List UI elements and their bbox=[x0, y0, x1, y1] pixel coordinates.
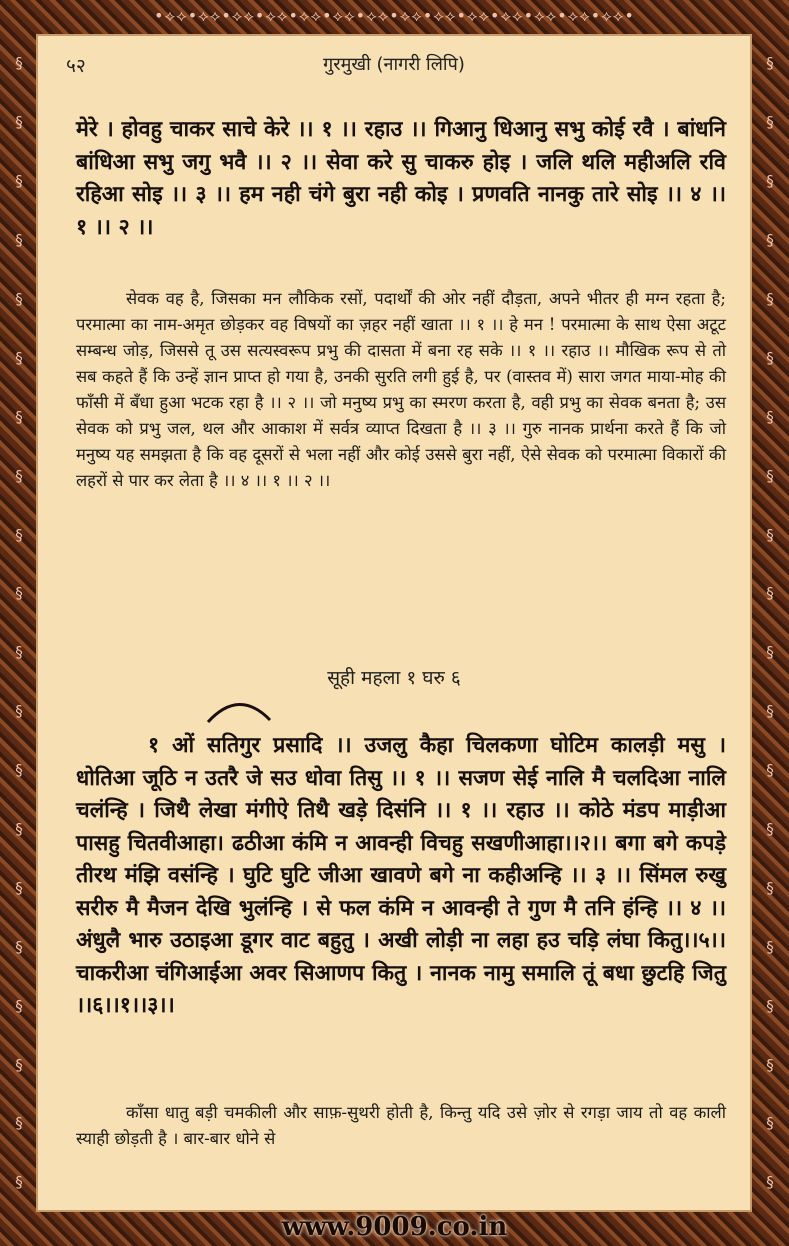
page-header bbox=[36, 52, 752, 82]
section-heading: सूही महला १ घरु ६ bbox=[327, 667, 461, 689]
book-page bbox=[36, 34, 752, 1212]
hindi-meaning-1: सेवक वह है, जिसका मन लौकिक रसों, पदार्थों की ओर नहीं दौड़ता, अपने भीतर ही मग्न रहता है; परमात्मा का नाम-अमृत छोड़कर वह विषयों का ज़हर नहीं खाता ।। १ ।। हे मन ! परमात्मा के साथ ऐसा अटूट सम्बन्ध जोड़, जिससे तू उस सत्यस्वरूप प्रभु की दासता में बना रह सके ।। १ ।। रहाउ ।। मौखिक रूप से तो सब कहते हैं कि उन्हें ज्ञान प्राप्त हो गया है, उनकी सुरति लगी हुई है, पर (वास्तव में) सारा जगत माया-मोह की फाँसी में बँधा हुआ भटक रहा है ।। २ ।। जो मनुष्य प्रभु का स्मरण करता है, वही प्रभु का सेवक बनता है; उस सेवक को प्रभु जल, थल और आकाश में सर्वत्र व्याप्त दिखता है ।। ३ ।। गुरु नानक प्रार्थना करते हैं कि जो मनुष्य यह समझता है कि वह दूसरों से भला नहीं और कोई उससे बुरा नहीं, ऐसे सेवक को परमात्मा विकारों की लहरों से पार कर लेता है ।। ४ ।। १ ।। २ ।। bbox=[76, 289, 726, 490]
right-ornament: § § § § § § § § § § § § § § § § § § § § bbox=[766, 54, 774, 1192]
page-title: गुरमुखी (नागरी लिपि) bbox=[323, 54, 465, 75]
gurbani-verse-1: मेरे । होवहु चाकर साचे केरे ।। १ ।। रहाउ ।। गिआनु धिआनु सभु कोई रवै । बांधनि बांधिआ सभु जगु भवै ।। २ ।। सेवा करे सु चाकरु होइ । जलि थलि महीअलि रवि रहिआ सोइ ।। ३ ।। हम नही चंगे बुरा नही कोइ । प्रणवति नानकु तारे सोइ ।। ४ ।। १ ।। २ ।। bbox=[76, 117, 726, 240]
gurbani-verse-2: १ ओं सतिगुर प्रसादि ।। उजलु कैहा चिलकणा घोटिम कालड़ी मसु । धोतिआ जूठि न उतरै जे सउ धोवा तिसु ।। १ ।। सजण सेई नालि मै चलदिआ नालि चलंन्हि । जिथै लेखा मंगीऐ तिथै खड़े दिसंनि ।। १ ।। रहाउ ।। कोठे मंडप माड़ीआ पासहु चितवीआहा। ढठीआ कंमि न आवन्ही विचहु सखणीआहा।।२।। बगा बगे कपड़े तीरथ मंझि वसंन्हि । घुटि घुटि जीआ खावणे बगे ना कहीअन्हि ।। ३ ।। सिंमल रुखु सरीरु मै मैजन देखि भुलंन्हि । से फल कंमि न आवन्ही ते गुण मै तनि हंन्हि ।। ४ ।। अंधुलै भारु उठाइआ डूगर वाट बहुतु । अखी लोड़ी ना लहा हउ चड़ि लंघा कितु।।५।। चाकरीआ चंगिआईआ अवर सिआणप कितु । नानक नामु समालि तूं बधा छुटहि जितु ।।६।।१।।३।। bbox=[76, 733, 726, 1018]
hindi-meaning-2: काँसा धातु बड़ी चमकीली और साफ़-सुथरी होती है, किन्तु यदि उसे ज़ोर से रगड़ा जाय तो वह काली स्याही छोड़ती है । बार-बार धोने से bbox=[76, 1103, 726, 1148]
top-ornament: •⟡⟡•⟡⟡•⟡⟡•⟡⟡•⟡⟡•⟡⟡•⟡⟡•⟡⟡•⟡⟡•⟡⟡•⟡⟡•⟡⟡•⟡⟡•⟡⟡• bbox=[154, 6, 635, 25]
page-number: ५२ bbox=[66, 55, 86, 77]
left-ornament: § § § § § § § § § § § § § § § § § § § § bbox=[15, 54, 23, 1192]
website-footer[interactable]: www.9009.co.in bbox=[281, 1212, 508, 1242]
ik-onkar-arch-mark bbox=[204, 694, 274, 724]
